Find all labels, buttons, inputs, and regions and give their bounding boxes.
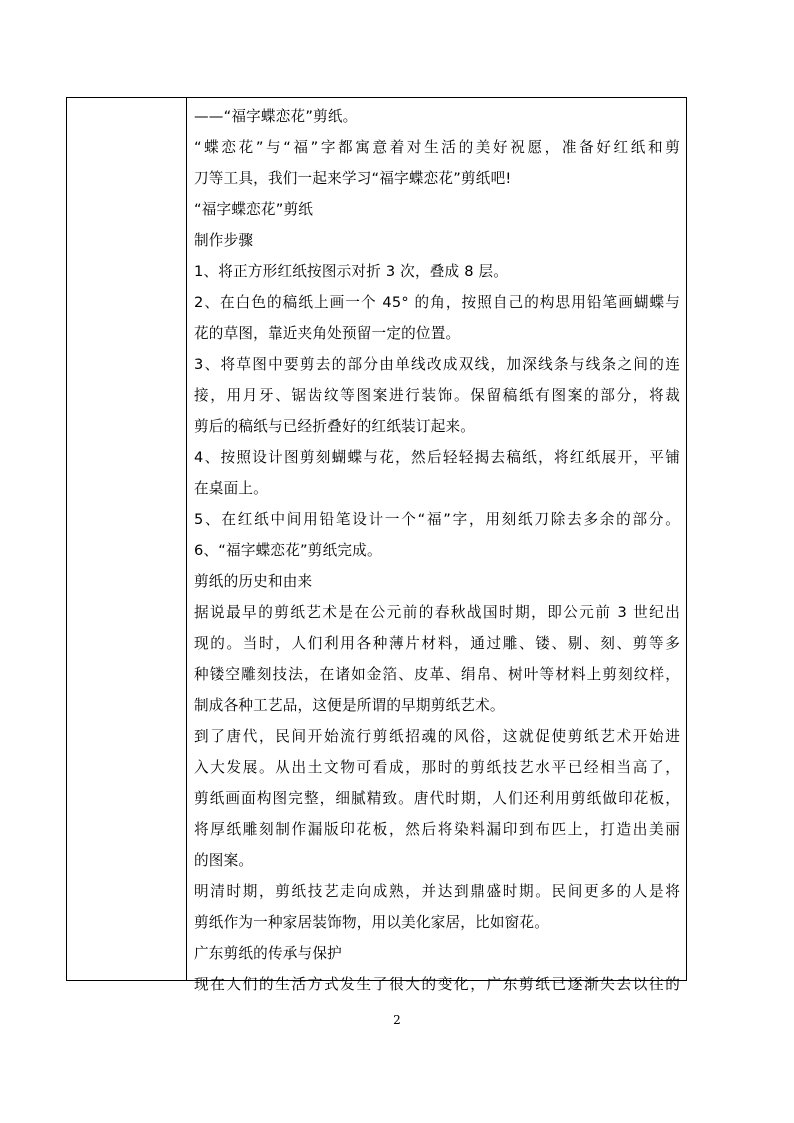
text-line: 种镂空雕刻技法，在诸如金箔、皮革、绢帛、树叶等材料上剪刻纹样， bbox=[194, 666, 680, 683]
page-number: 2 bbox=[393, 1013, 401, 1027]
text-line: 剪纸作为一种家居装饰物，用以美化家居，比如窗花。 bbox=[194, 914, 550, 931]
text-line: 现在人们的生活方式发生了很大的变化，广东剪纸已逐渐失去以往的 bbox=[194, 976, 680, 993]
text-line: 剪后的稿纸与已经折叠好的红纸装订起来。 bbox=[194, 418, 476, 435]
text-line: 制作步骤 bbox=[194, 232, 254, 249]
text-line: 明清时期，剪纸技艺走向成熟，并达到鼎盛时期。民间更多的人是将 bbox=[194, 883, 680, 900]
text-line: 到了唐代，民间开始流行剪纸招魂的风俗，这就促使剪纸艺术开始进 bbox=[194, 728, 680, 745]
text-line: “蝶恋花”与“福”字都寓意着对生活的美好祝愿，准备好红纸和剪 bbox=[194, 139, 680, 156]
text-line: 现的。当时，人们利用各种薄片材料，通过雕、镂、剔、刻、剪等多 bbox=[194, 635, 680, 652]
text-line: 刀等工具，我们一起来学习“福字蝶恋花”剪纸吧! bbox=[194, 170, 512, 187]
text-line: 4、按照设计图剪刻蝴蝶与花，然后轻轻揭去稿纸，将红纸展开，平铺 bbox=[194, 449, 680, 466]
text-line: 的图案。 bbox=[194, 852, 254, 869]
text-line: 1、将正方形红纸按图示对折 3 次，叠成 8 层。 bbox=[194, 263, 509, 280]
text-line: 5、在红纸中间用铅笔设计一个“福”字，用刻纸刀除去多余的部分。 bbox=[194, 511, 680, 528]
text-cell bbox=[187, 98, 686, 993]
text-line: 花的草图，靠近夹角处预留一定的位置。 bbox=[194, 325, 461, 342]
text-line: 3、将草图中要剪去的部分由单线改成双线，加深线条与线条之间的连 bbox=[194, 356, 680, 373]
text-line: 6、“福字蝶恋花”剪纸完成。 bbox=[194, 542, 382, 559]
text-line: 2、在白色的稿纸上画一个 45° 的角，按照自己的构思用铅笔画蝴蝶与 bbox=[194, 294, 680, 311]
text-line: 剪纸的历史和由来 bbox=[194, 573, 313, 590]
left-empty-cell bbox=[67, 98, 187, 980]
text-line: 广东剪纸的传承与保护 bbox=[194, 945, 342, 962]
text-line: 制成各种工艺品，这便是所谓的早期剪纸艺术。 bbox=[194, 697, 505, 714]
text-line: ——“福字蝶恋花”剪纸。 bbox=[194, 108, 358, 125]
text-line: 将厚纸雕刻制作漏版印花板，然后将染料漏印到布匹上，打造出美丽 bbox=[194, 821, 680, 838]
text-line: 在桌面上。 bbox=[194, 480, 268, 497]
text-line: 入大发展。从出土文物可看成，那时的剪纸技艺水平已经相当高了， bbox=[194, 759, 680, 776]
content-table bbox=[66, 97, 687, 993]
text-line: 剪纸画面构图完整，细腻精致。唐代时期，人们还利用剪纸做印花板， bbox=[194, 790, 680, 807]
text-line: 据说最早的剪纸艺术是在公元前的春秋战国时期，即公元前 3 世纪出 bbox=[194, 604, 680, 621]
text-line: “福字蝶恋花”剪纸 bbox=[194, 201, 314, 218]
text-line: 接，用月牙、锯齿纹等图案进行装饰。保留稿纸有图案的部分，将裁 bbox=[194, 387, 680, 404]
